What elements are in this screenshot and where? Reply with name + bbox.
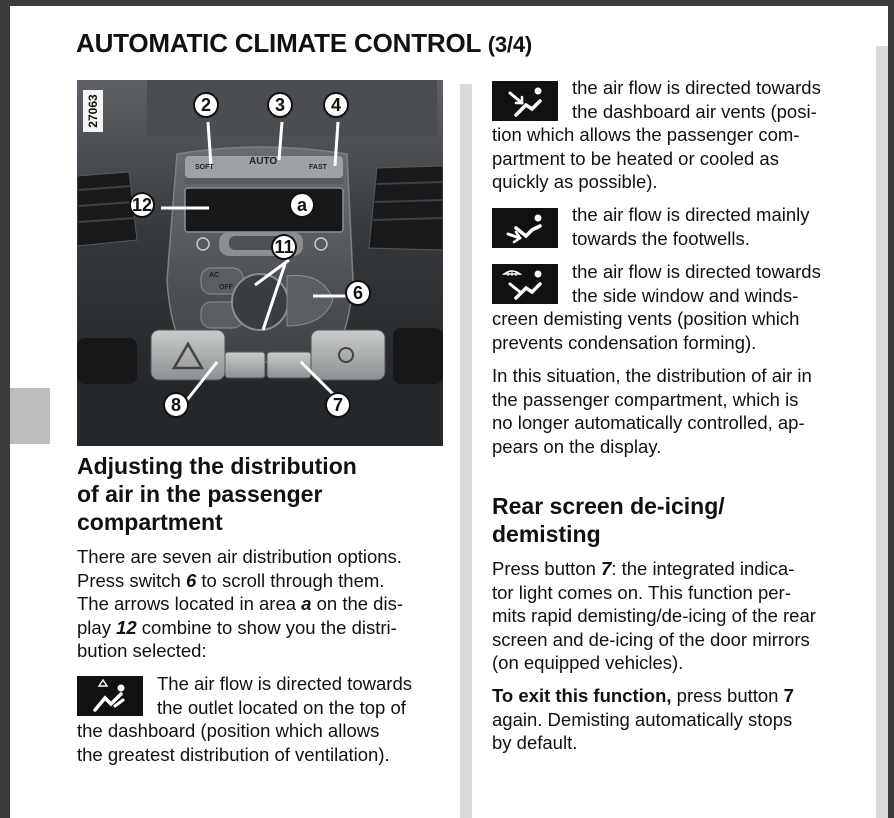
callout-6: 6 xyxy=(345,280,371,306)
rear-screen-paragraph: Press button 7: the integrated indica- tor light comes on. This function per- mits rapid demisting/de-icing of the rear screen and de-icing of the door mirrors (on equipped vehicles). xyxy=(492,558,816,673)
label-soft: SOFT xyxy=(195,164,214,171)
option-footwells: the air flow is directed mainly towards the footwells. xyxy=(572,204,810,249)
option-dashboard-vents: the air flow is directed towards the dashboard air vents (posi- tion which allows the passenger com- partment to be heated or cooled as quickly as possible). xyxy=(492,77,821,192)
option-windscreen: the air flow is directed towards the side window and winds- creen demisting vents (position which prevents condensation forming). xyxy=(492,261,821,353)
section-tab xyxy=(10,388,50,444)
label-off: OFF xyxy=(219,284,233,291)
callout-2: 2 xyxy=(193,92,219,118)
page-edge-bar xyxy=(876,46,888,818)
callout-11: 11 xyxy=(271,234,297,260)
callout-3: 3 xyxy=(267,92,293,118)
label-auto: AUTO xyxy=(249,156,278,167)
callout-4: 4 xyxy=(323,92,349,118)
exit-function-paragraph: To exit this function, press button 7 again. Demisting automatically stops by default. xyxy=(492,685,794,753)
label-fast: FAST xyxy=(309,164,327,171)
figure-code: 27063 xyxy=(83,90,103,132)
callout-7: 7 xyxy=(325,392,351,418)
situation-paragraph: In this situation, the distribution of air in the passenger compartment, which is no longer automatically controlled, ap- pears on the display. xyxy=(492,365,812,457)
callout-a: a xyxy=(289,192,315,218)
air-flow-footwells-icon xyxy=(492,208,558,248)
callout-12: 12 xyxy=(129,192,155,218)
climate-control-photo xyxy=(77,80,443,446)
label-ac: AC xyxy=(209,272,220,279)
distribution-intro: There are seven air distribution options. Press switch 6 to scroll through them. The arrows located in area a on the dis- play 12 combine to show you the distri- bution selected: xyxy=(77,546,403,661)
callout-8: 8 xyxy=(163,392,189,418)
section-heading-rear-screen: Rear screen de-icing/ demisting xyxy=(492,493,725,547)
page-title: AUTOMATIC CLIMATE CONTROL (3/4) xyxy=(76,28,532,58)
option-dashboard-top: The air flow is directed towards the outlet located on the top of the dashboard (position which allows the greatest distribution of ventilation). xyxy=(77,673,412,765)
page-number-suffix: (3/4) xyxy=(487,32,532,57)
section-heading-distribution: Adjusting the distribution of air in the passenger compartment xyxy=(77,453,357,535)
manual-page xyxy=(10,6,888,818)
column-divider xyxy=(460,84,472,818)
